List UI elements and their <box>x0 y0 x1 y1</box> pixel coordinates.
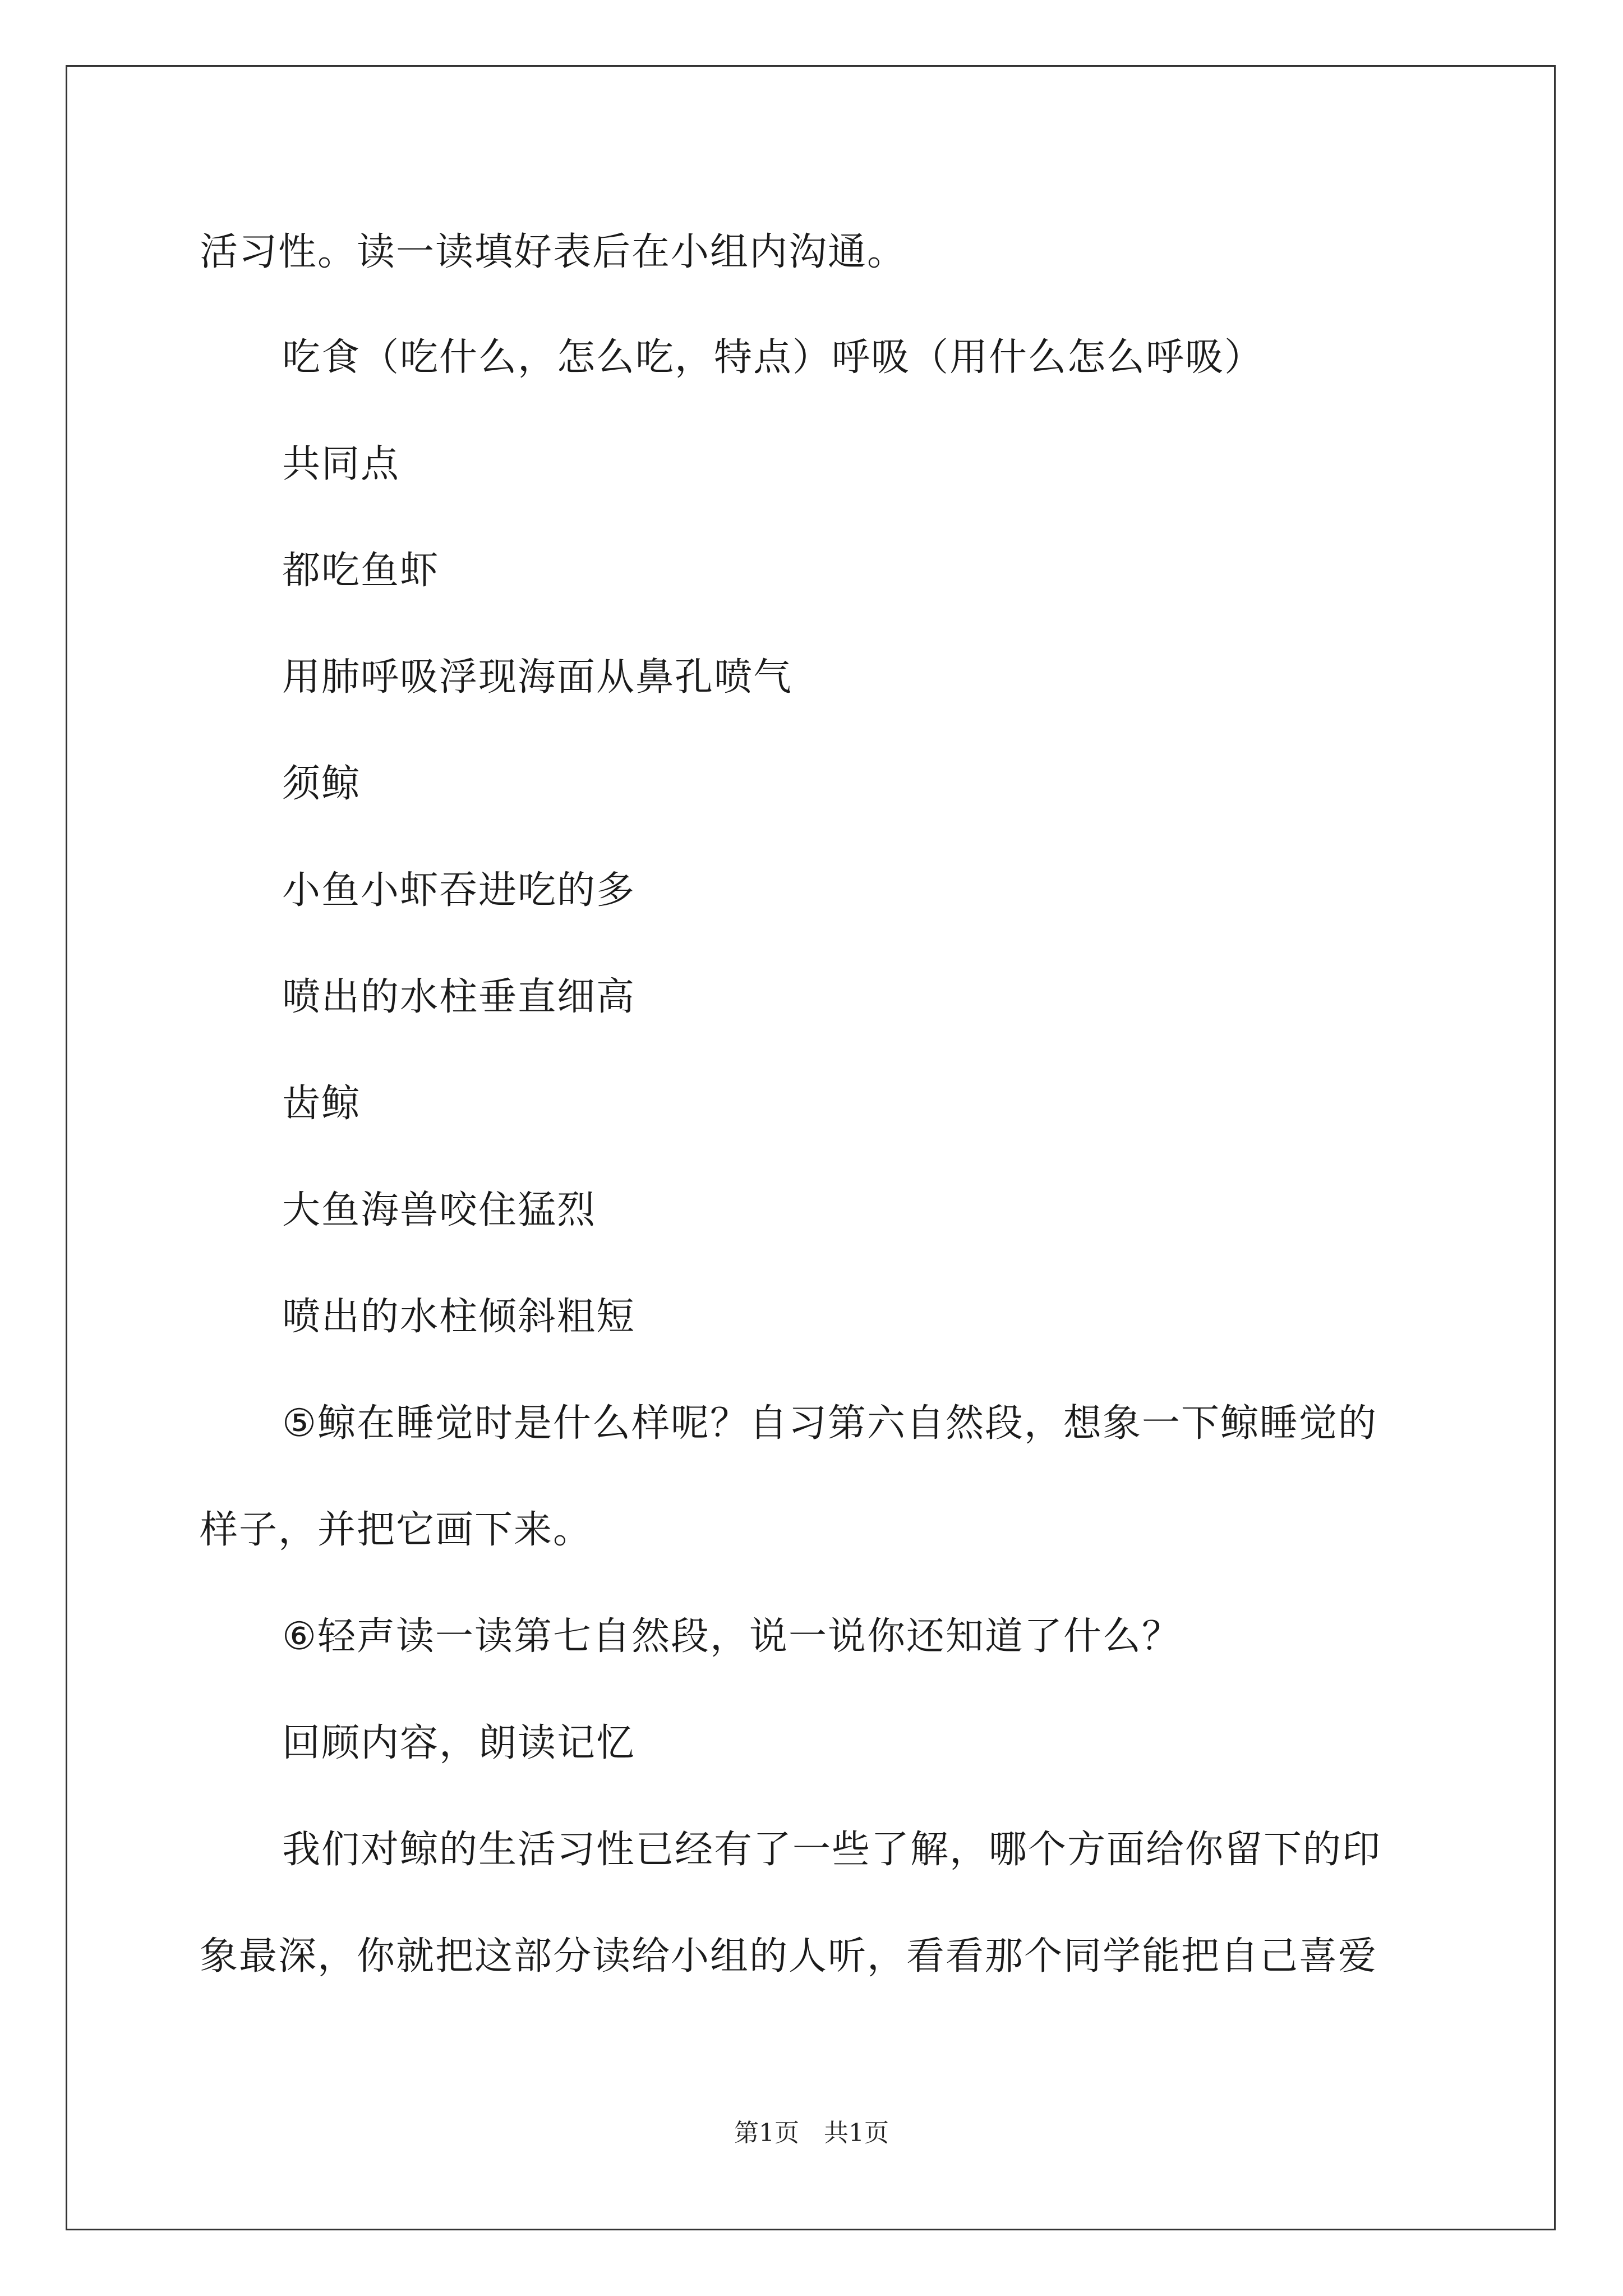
text-line: 齿鲸 <box>282 1082 361 1126</box>
text-line: ⑥轻声读一读第七自然段，说一说你还知道了什么？ <box>282 1614 1181 1659</box>
text-line: 回顾内容，朗读记忆 <box>282 1721 636 1765</box>
text-line: 用肺呼吸浮现海面从鼻孔喷气 <box>282 655 793 700</box>
page-border <box>66 65 1556 2230</box>
text-line: 象最深，你就把这部分读给小组的人听，看看那个同学能把自己喜爱 <box>200 1934 1378 1978</box>
text-line: 喷出的水柱垂直细高 <box>282 975 636 1019</box>
text-line: 小鱼小虾吞进吃的多 <box>282 868 636 913</box>
text-line: 大鱼海兽咬住猛烈 <box>282 1188 597 1232</box>
text-line: 我们对鲸的生活习性已经有了一些了解，哪个方面给你留下的印 <box>282 1828 1382 1872</box>
text-line: 喷出的水柱倾斜粗短 <box>282 1295 636 1339</box>
text-line: 共同点 <box>282 442 400 486</box>
text-line: 都吃鱼虾 <box>282 549 440 593</box>
text-line: 活习性。读一读填好表后在小组内沟通。 <box>200 230 907 274</box>
text-line: 须鲸 <box>282 762 361 806</box>
text-line: 吃食（吃什么，怎么吃，特点）呼吸（用什么怎么呼吸） <box>282 335 1264 380</box>
text-line: 样子，并把它画下来。 <box>200 1508 593 1552</box>
text-line: ⑤鲸在睡觉时是什么样呢？自习第六自然段，想象一下鲸睡觉的 <box>282 1401 1377 1446</box>
page-footer: 第1页 共1页 <box>734 2119 889 2147</box>
